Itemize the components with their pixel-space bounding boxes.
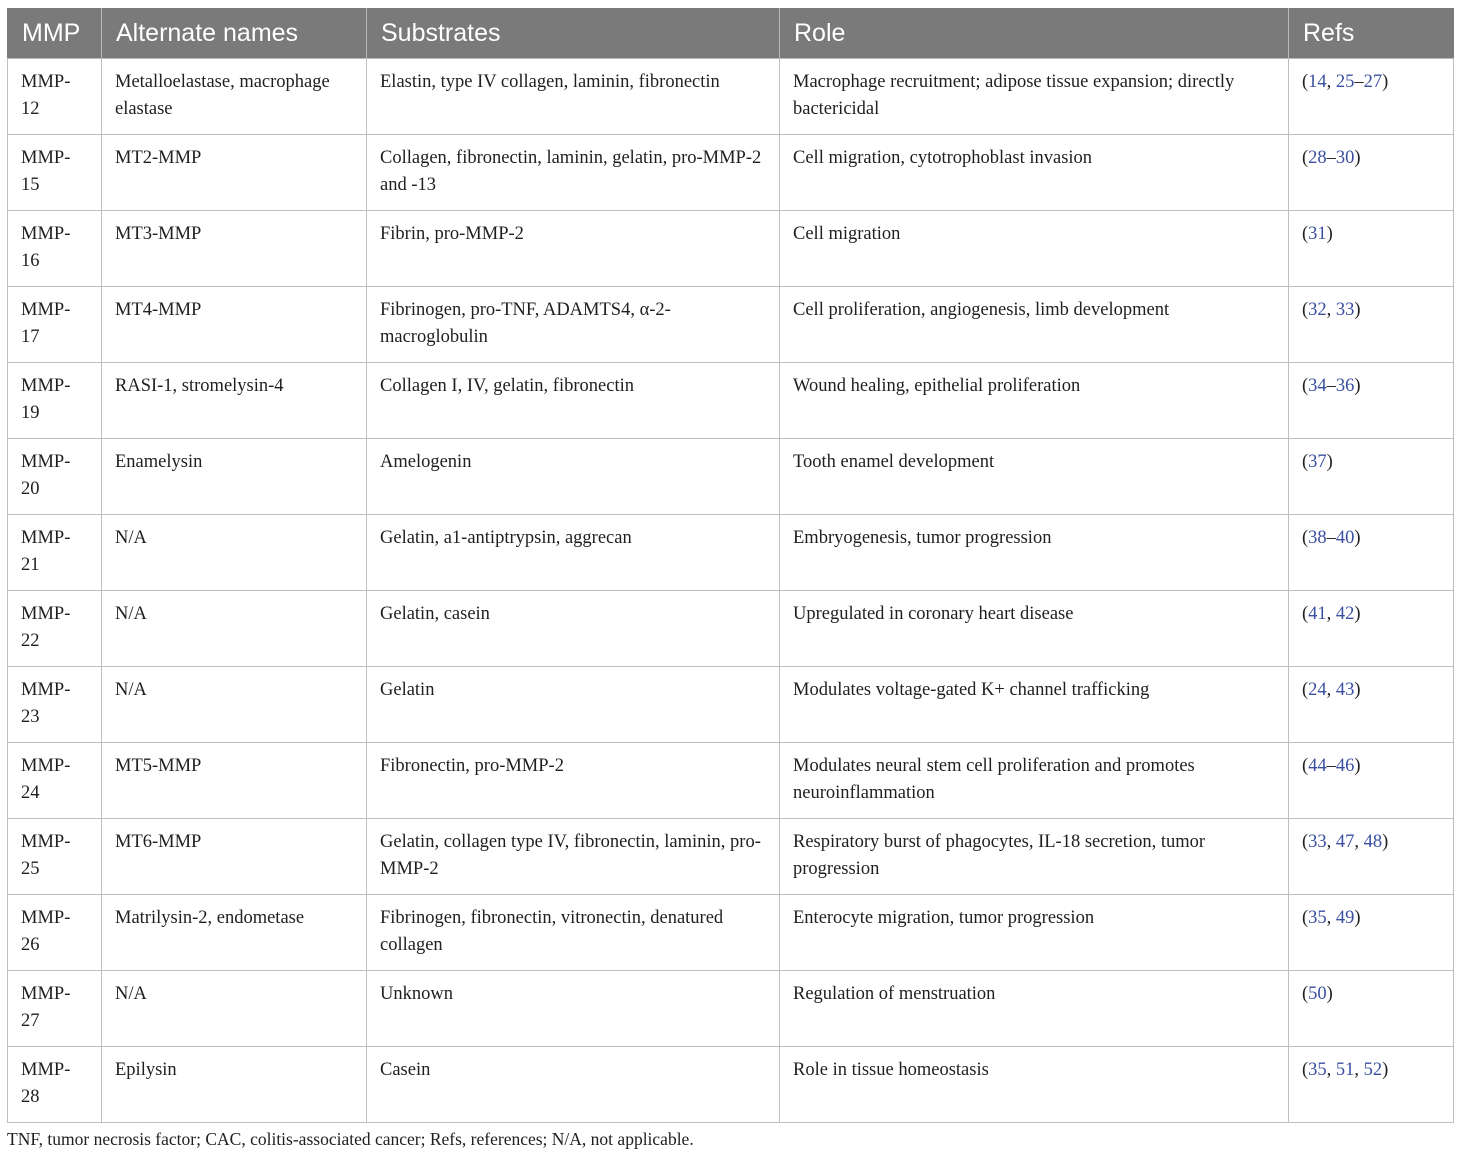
refs-cell bbox=[1289, 819, 1454, 895]
reference-punctuation: ( bbox=[1302, 680, 1309, 700]
reference-link[interactable]: 38 bbox=[1308, 528, 1327, 548]
table-row bbox=[8, 971, 1454, 1047]
header-alternate-names: Alternate names bbox=[102, 8, 367, 59]
alternate-names-cell: MT3-MMP bbox=[102, 211, 367, 287]
mmp-cell: MMP-28 bbox=[8, 1047, 102, 1123]
reference-punctuation: ) bbox=[1326, 984, 1333, 1004]
refs-cell bbox=[1289, 743, 1454, 819]
role-cell: Embryogenesis, tumor progression bbox=[780, 515, 1289, 591]
reference-punctuation: ) bbox=[1382, 72, 1389, 92]
substrates-cell: Gelatin bbox=[367, 667, 780, 743]
mmp-cell: MMP-25 bbox=[8, 819, 102, 895]
reference-link[interactable]: 32 bbox=[1308, 300, 1327, 320]
substrates-cell: Unknown bbox=[367, 971, 780, 1047]
role-cell: Respiratory burst of phagocytes, IL-18 secretion, tumor progression bbox=[780, 819, 1289, 895]
table-row bbox=[8, 667, 1454, 743]
mmp-cell: MMP-23 bbox=[8, 667, 102, 743]
mmp-cell: MMP-24 bbox=[8, 743, 102, 819]
mmp-cell: MMP-20 bbox=[8, 439, 102, 515]
refs-cell bbox=[1289, 439, 1454, 515]
reference-link[interactable]: 41 bbox=[1308, 604, 1327, 624]
refs-cell bbox=[1289, 1047, 1454, 1123]
table-row bbox=[8, 743, 1454, 819]
alternate-names-cell: MT4-MMP bbox=[102, 287, 367, 363]
role-cell: Tooth enamel development bbox=[780, 439, 1289, 515]
reference-link[interactable]: 14 bbox=[1308, 72, 1327, 92]
alternate-names-cell: MT6-MMP bbox=[102, 819, 367, 895]
reference-link[interactable]: 28 bbox=[1308, 148, 1327, 168]
table-row bbox=[8, 135, 1454, 211]
reference-punctuation: , bbox=[1326, 604, 1336, 624]
refs-cell bbox=[1289, 895, 1454, 971]
alternate-names-cell: MT2-MMP bbox=[102, 135, 367, 211]
reference-punctuation: , bbox=[1326, 908, 1336, 928]
refs-cell bbox=[1289, 135, 1454, 211]
reference-link[interactable]: 37 bbox=[1308, 452, 1327, 472]
alternate-names-cell: N/A bbox=[102, 971, 367, 1047]
reference-punctuation: ( bbox=[1302, 72, 1309, 92]
refs-cell bbox=[1289, 667, 1454, 743]
role-cell: Enterocyte migration, tumor progression bbox=[780, 895, 1289, 971]
refs-cell bbox=[1289, 515, 1454, 591]
refs-cell bbox=[1289, 287, 1454, 363]
role-cell: Cell migration, cytotrophoblast invasion bbox=[780, 135, 1289, 211]
reference-link[interactable]: 34 bbox=[1308, 376, 1327, 396]
reference-punctuation: ) bbox=[1354, 376, 1361, 396]
reference-link[interactable]: 52 bbox=[1363, 1060, 1383, 1080]
reference-punctuation: ) bbox=[1354, 604, 1361, 624]
reference-punctuation: – bbox=[1326, 756, 1336, 776]
reference-link[interactable]: 40 bbox=[1335, 528, 1355, 548]
alternate-names-cell: Enamelysin bbox=[102, 439, 367, 515]
reference-punctuation: ( bbox=[1302, 756, 1309, 776]
reference-link[interactable]: 35 bbox=[1308, 908, 1327, 928]
mmp-table-container bbox=[7, 8, 1453, 1123]
role-cell: Cell migration bbox=[780, 211, 1289, 287]
alternate-names-cell: N/A bbox=[102, 667, 367, 743]
mmp-cell: MMP-22 bbox=[8, 591, 102, 667]
reference-punctuation: ) bbox=[1354, 756, 1361, 776]
header-row bbox=[8, 8, 1454, 59]
substrates-cell: Fibrin, pro-MMP-2 bbox=[367, 211, 780, 287]
reference-punctuation: ) bbox=[1354, 300, 1361, 320]
substrates-cell: Fibrinogen, fibronectin, vitronectin, denatured collagen bbox=[367, 895, 780, 971]
refs-cell bbox=[1289, 363, 1454, 439]
reference-punctuation: – bbox=[1326, 148, 1336, 168]
mmp-cell: MMP-19 bbox=[8, 363, 102, 439]
reference-link[interactable]: 48 bbox=[1363, 832, 1383, 852]
reference-link[interactable]: 42 bbox=[1335, 604, 1355, 624]
reference-link[interactable]: 43 bbox=[1335, 680, 1355, 700]
reference-punctuation: ( bbox=[1302, 376, 1309, 396]
reference-punctuation: ) bbox=[1326, 224, 1333, 244]
alternate-names-cell: Matrilysin-2, endometase bbox=[102, 895, 367, 971]
substrates-cell: Casein bbox=[367, 1047, 780, 1123]
refs-cell bbox=[1289, 591, 1454, 667]
reference-punctuation: ) bbox=[1382, 1060, 1389, 1080]
reference-punctuation: ( bbox=[1302, 224, 1309, 244]
role-cell: Macrophage recruitment; adipose tissue expansion; directly bactericidal bbox=[780, 59, 1289, 135]
reference-link[interactable]: 35 bbox=[1308, 1060, 1327, 1080]
reference-punctuation: ) bbox=[1354, 680, 1361, 700]
role-cell: Modulates neural stem cell proliferation and promotes neuroinflammation bbox=[780, 743, 1289, 819]
reference-punctuation: ) bbox=[1354, 908, 1361, 928]
reference-punctuation: ( bbox=[1302, 984, 1309, 1004]
reference-link[interactable]: 33 bbox=[1308, 832, 1327, 852]
table-row bbox=[8, 287, 1454, 363]
reference-link[interactable]: 30 bbox=[1335, 148, 1355, 168]
mmp-cell: MMP-27 bbox=[8, 971, 102, 1047]
role-cell: Cell proliferation, angiogenesis, limb development bbox=[780, 287, 1289, 363]
table-row bbox=[8, 515, 1454, 591]
table-row bbox=[8, 211, 1454, 287]
reference-punctuation: ( bbox=[1302, 832, 1309, 852]
alternate-names-cell: Metalloelastase, macrophage elastase bbox=[102, 59, 367, 135]
table-row bbox=[8, 363, 1454, 439]
substrates-cell: Amelogenin bbox=[367, 439, 780, 515]
reference-link[interactable]: 49 bbox=[1335, 908, 1355, 928]
reference-punctuation: , bbox=[1354, 832, 1364, 852]
header-role: Role bbox=[780, 8, 1289, 59]
reference-punctuation: ) bbox=[1354, 148, 1361, 168]
reference-punctuation: ( bbox=[1302, 452, 1309, 472]
mmp-table bbox=[7, 8, 1454, 1123]
reference-punctuation: , bbox=[1326, 680, 1336, 700]
reference-link[interactable]: 44 bbox=[1308, 756, 1327, 776]
alternate-names-cell: N/A bbox=[102, 591, 367, 667]
reference-punctuation: ( bbox=[1302, 300, 1309, 320]
reference-punctuation: ) bbox=[1382, 832, 1389, 852]
reference-punctuation: , bbox=[1354, 1060, 1364, 1080]
reference-punctuation: , bbox=[1326, 300, 1336, 320]
table-row bbox=[8, 819, 1454, 895]
role-cell: Wound healing, epithelial proliferation bbox=[780, 363, 1289, 439]
role-cell: Regulation of menstruation bbox=[780, 971, 1289, 1047]
refs-cell bbox=[1289, 971, 1454, 1047]
role-cell: Role in tissue homeostasis bbox=[780, 1047, 1289, 1123]
alternate-names-cell: Epilysin bbox=[102, 1047, 367, 1123]
role-cell: Upregulated in coronary heart disease bbox=[780, 591, 1289, 667]
reference-link[interactable]: 33 bbox=[1335, 300, 1355, 320]
role-cell: Modulates voltage-gated K+ channel trafficking bbox=[780, 667, 1289, 743]
reference-punctuation: – bbox=[1354, 72, 1364, 92]
header-refs: Refs bbox=[1289, 8, 1454, 59]
reference-punctuation: – bbox=[1326, 376, 1336, 396]
reference-link[interactable]: 25 bbox=[1335, 72, 1355, 92]
substrates-cell: Fibrinogen, pro-TNF, ADAMTS4, α-2-macroglobulin bbox=[367, 287, 780, 363]
substrates-cell: Collagen, fibronectin, laminin, gelatin, pro-MMP-2 and -13 bbox=[367, 135, 780, 211]
reference-link[interactable]: 50 bbox=[1308, 984, 1327, 1004]
reference-punctuation: ( bbox=[1302, 148, 1309, 168]
substrates-cell: Gelatin, a1-antiptrypsin, aggrecan bbox=[367, 515, 780, 591]
substrates-cell: Gelatin, casein bbox=[367, 591, 780, 667]
mmp-cell: MMP-15 bbox=[8, 135, 102, 211]
reference-punctuation: – bbox=[1326, 528, 1336, 548]
table-footnote: TNF, tumor necrosis factor; CAC, colitis-associated cancer; Refs, references; N/A, not applicable. bbox=[7, 1129, 694, 1149]
reference-punctuation: ( bbox=[1302, 1060, 1309, 1080]
refs-cell bbox=[1289, 59, 1454, 135]
reference-link[interactable]: 46 bbox=[1335, 756, 1355, 776]
table-row bbox=[8, 439, 1454, 515]
reference-link[interactable]: 27 bbox=[1363, 72, 1383, 92]
mmp-cell: MMP-21 bbox=[8, 515, 102, 591]
mmp-cell: MMP-16 bbox=[8, 211, 102, 287]
refs-cell bbox=[1289, 211, 1454, 287]
table-row bbox=[8, 591, 1454, 667]
reference-link[interactable]: 47 bbox=[1335, 832, 1355, 852]
table-row bbox=[8, 895, 1454, 971]
reference-punctuation: ( bbox=[1302, 528, 1309, 548]
table-row bbox=[8, 59, 1454, 135]
substrates-cell: Gelatin, collagen type IV, fibronectin, laminin, pro-MMP-2 bbox=[367, 819, 780, 895]
reference-link[interactable]: 51 bbox=[1335, 1060, 1355, 1080]
reference-punctuation: ( bbox=[1302, 604, 1309, 624]
reference-punctuation: ) bbox=[1326, 452, 1333, 472]
reference-link[interactable]: 31 bbox=[1308, 224, 1327, 244]
reference-link[interactable]: 36 bbox=[1335, 376, 1355, 396]
alternate-names-cell: MT5-MMP bbox=[102, 743, 367, 819]
substrates-cell: Collagen I, IV, gelatin, fibronectin bbox=[367, 363, 780, 439]
mmp-cell: MMP-26 bbox=[8, 895, 102, 971]
mmp-cell: MMP-17 bbox=[8, 287, 102, 363]
substrates-cell: Elastin, type IV collagen, laminin, fibronectin bbox=[367, 59, 780, 135]
header-mmp: MMP bbox=[8, 8, 102, 59]
reference-punctuation: ) bbox=[1354, 528, 1361, 548]
alternate-names-cell: N/A bbox=[102, 515, 367, 591]
alternate-names-cell: RASI-1, stromelysin-4 bbox=[102, 363, 367, 439]
table-row bbox=[8, 1047, 1454, 1123]
mmp-cell: MMP-12 bbox=[8, 59, 102, 135]
reference-link[interactable]: 24 bbox=[1308, 680, 1327, 700]
reference-punctuation: ( bbox=[1302, 908, 1309, 928]
reference-punctuation: , bbox=[1326, 72, 1336, 92]
header-substrates: Substrates bbox=[367, 8, 780, 59]
substrates-cell: Fibronectin, pro-MMP-2 bbox=[367, 743, 780, 819]
reference-punctuation: , bbox=[1326, 832, 1336, 852]
reference-punctuation: , bbox=[1326, 1060, 1336, 1080]
